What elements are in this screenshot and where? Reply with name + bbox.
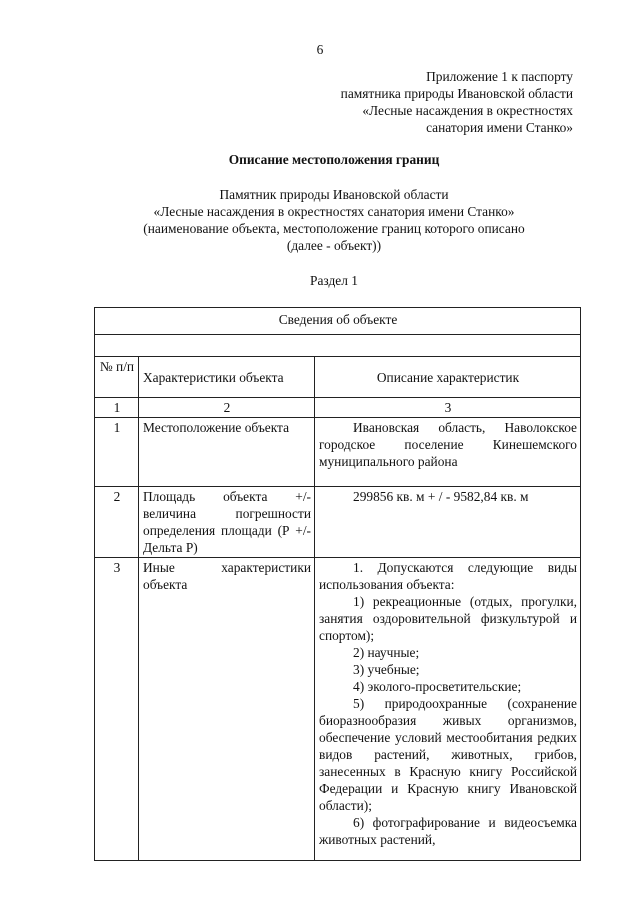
section-label: Раздел 1 (310, 273, 358, 288)
table-caption-row (95, 308, 581, 335)
object-description (0, 186, 640, 254)
page-number: 6 (316, 42, 324, 57)
row-characteristic: Местоположение объекта (139, 418, 315, 487)
document-title: Описание местоположения границ (228, 152, 440, 167)
row-description-list (315, 558, 581, 861)
appendix-line: санатория имени Станко» (426, 120, 573, 135)
table-row (95, 487, 581, 558)
appendix-line: памятника природы Ивановской области (340, 86, 573, 101)
table-caption: Сведения об объекте (95, 308, 581, 335)
table-empty-cell (95, 335, 581, 357)
table-row (95, 558, 581, 861)
table-empty-row (95, 335, 581, 357)
row-num: 3 (95, 558, 139, 861)
column-number: 2 (139, 398, 315, 418)
row-num: 2 (95, 487, 139, 558)
appendix-line: «Лесные насаждения в окрестностях (362, 103, 573, 118)
row-characteristic: Площадь объекта +/- величина погрешности определения площади (Р +/- Дельта Р) (139, 487, 315, 558)
description-item: 5) природоохранные (сохранение биоразнообразия живых организмов, обеспечение условий местообитания редких видов растений, животных, грибов, занесенных в Красную книгу Российской Федерации и Красную книгу Ивановской области); (319, 696, 577, 813)
subtitle-line: «Лесные насаждения в окрестностях санатория имени Станко» (153, 204, 515, 219)
table-row (95, 418, 581, 487)
description-item: 2) научные; (353, 645, 420, 660)
description-item: 1. Допускаются следующие виды использования объекта: (319, 560, 577, 592)
subtitle-line: Памятник природы Ивановской области (219, 187, 449, 202)
subtitle-line: (далее - объект)) (286, 238, 382, 253)
column-number: 1 (95, 398, 139, 418)
subtitle-line: (наименование объекта, местоположение границ которого описано (143, 221, 525, 236)
description-item: 6) фотографирование и видеосъемка животных растений, (319, 815, 577, 847)
column-number: 3 (315, 398, 581, 418)
table-column-numbers-row (95, 398, 581, 418)
description-item: 4) эколого-просветительские; (353, 679, 522, 694)
row-characteristic: Иные характеристики объекта (139, 558, 315, 861)
row-num: 1 (95, 418, 139, 487)
description-item: 3) учебные; (353, 662, 420, 677)
description-item: 1) рекреационные (отдых, прогулки, занятия оздоровительной физкультурой и спортом); (319, 594, 577, 643)
header-num: № п/п (95, 357, 139, 398)
header-characteristic: Характеристики объекта (139, 357, 315, 398)
object-info-table (94, 307, 581, 861)
appendix-line: Приложение 1 к паспорту (426, 69, 573, 84)
row-description: 299856 кв. м + / - 9582,84 кв. м (315, 487, 581, 558)
row-description: Ивановская область, Наволокское городское поселение Кинешемского муниципального района (315, 418, 581, 487)
table-header-row (95, 357, 581, 398)
header-description: Описание характеристик (315, 357, 581, 398)
appendix-header (341, 68, 573, 136)
